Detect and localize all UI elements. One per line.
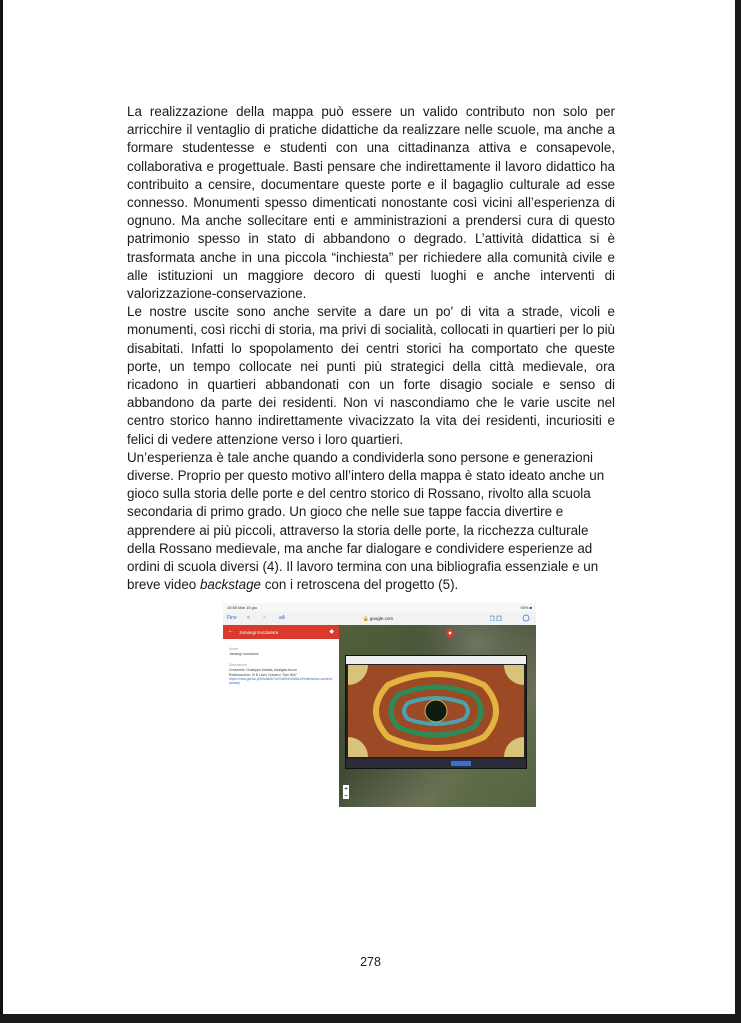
game-window [345,655,527,769]
embedded-screenshot [223,603,536,807]
game-window-footer [346,759,526,768]
open-game-button[interactable] [451,761,471,766]
scan-edge-left [0,0,3,1023]
scan-edge-right [735,0,741,1023]
panel-back-icon[interactable]: ← [228,628,234,634]
label-name: Nome [229,647,239,651]
satellite-map[interactable] [339,625,536,807]
panel-title: Jamangi Iroczarisre [239,629,279,635]
share-icon[interactable] [490,615,506,621]
label-description: Descrizione [229,663,247,667]
game-window-toolbar [346,656,526,664]
map-pin-icon[interactable] [445,629,455,639]
address-bar[interactable]: 🔒 google.com [363,616,394,621]
value-link[interactable]: https://view.genial.ly/60c8a0b7c4f7a50d0d3f3a1e/interactive-content-jumanji [229,677,333,686]
text-size-button[interactable]: aA [279,615,286,621]
scan-edge-bottom [0,1014,741,1023]
done-button[interactable]: Fine [227,615,237,621]
status-battery: 93% ■ [520,605,532,610]
compass-icon[interactable] [522,614,530,622]
game-board[interactable] [348,665,524,757]
back-icon[interactable]: < [247,615,250,621]
paragraph-3-text-before: Un’esperienza è tale anche quando a condividerla sono persone e generazioni diverse. Proprio per questo motivo all’intero della mappa è stato ideato anche un gioco sulla storia delle porte e del centro storico di Rossano, rivolto alla scuola secondaria di primo grado. Un gioco che nelle sue tappe faccia divertire e apprendere ai più piccoli, attraverso la storia delle porte, la ricchezza culturale della Rossano medievale, ma anche far dialogare e condividere esperienze ad ordini di scuola diversi (4). Il lavoro termina con una bibliografia essenziale e un breve video [127,449,605,593]
value-production: Realizzazione: III B Liceo Classico “San Nilo” [229,672,297,677]
paragraph-3-emphasis: backstage [199,577,261,593]
paragraph-3 [127,449,615,595]
panel-header [223,625,339,639]
paragraph-3-text-after: con i retroscena del progetto (5). [261,577,459,593]
status-bar [223,603,536,612]
browser-toolbar [223,612,536,626]
map-info-panel [223,625,340,807]
paragraph-2: Le nostre uscite sono anche servite a dare un po' di vita a strade, vicoli e monumenti, così ricchi di storia, ma privi di socialità, collocati in quartieri per lo più disabitati. Infatti lo spopolamento dei centri storici ha comportato che queste porte, un tempo collocate nei punti più strategici della città medievale, ora ricadono in quartieri abbandonati con un forte disagio sociale e senso di abbandono da parte dei residenti. Non vi nascondiamo che le varie uscite nel centro storico hanno indirettamente vivacizzato la vita dei residenti, incuriositi e felici di vedere attenzione verso i loro quartieri. [127,304,615,447]
zoom-control-icon[interactable] [343,785,349,799]
value-name: Jamangi Iroczarisre [229,652,259,656]
value-credits: Creazione: Giuseppe Arianta, Adalgisa Arcuri [229,668,297,672]
paragraph-1: La realizzazione della mappa può essere un valido contributo non solo per arricchire il ventaglio di pratiche didattiche da realizzare nelle scuole, ma anche a formare studentesse e studenti con una cittadinanza attiva e consapevole, collaborativa e progettuale. Basti pensare che indirettamente il lavoro didattico ha contribuito a censire, documentare queste porte e il bagaglio culturale ad esse connesso. Monumenti spesso dimenticati nonostante così vicini all’esperienza di ognuno. Ma anche sollecitare enti e amministrazioni a prendersi cura di questo patrimonio spesso in stato di abbandono o degrado. L’attività didattica si è trasformata anche in una piccola “inchiesta” per richiedere alla comunità civile e alle istituzioni un maggiore decoro di questi luoghi e anche interventi di valorizzazione-conservazione. [127,104,615,302]
status-time: 15:55 Mar 15 giu [227,605,258,610]
game-board-graphic [348,665,524,757]
panel-menu-icon[interactable]: ◆ [329,629,334,635]
forward-icon[interactable]: > [263,615,266,621]
body-text [127,103,615,594]
page-number: 278 [360,955,381,969]
